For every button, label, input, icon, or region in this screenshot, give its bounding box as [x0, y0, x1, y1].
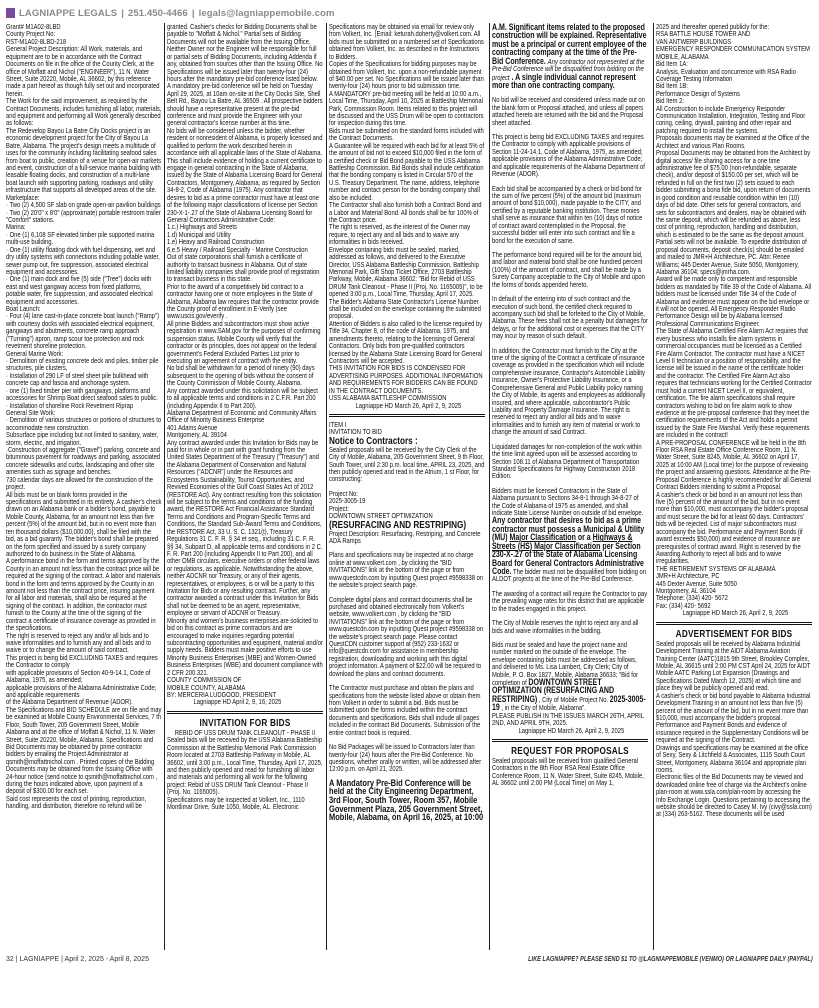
- header-separator: |: [191, 7, 195, 19]
- notice-paragraph: · one (1) fixed timber pier with gangways, platforms and accessories for Shrimp Boat direct seafood sales to public.: [6, 385, 158, 403]
- notice-paragraph: RST-M1A02-8LBD-218: [6, 36, 67, 46]
- notice-paragraph: All prime Bidders and subcontractors must show active registration in www.SAM.gov for the purposes of confirming suspension status. Mobile County will verify that the contractor or its principles, does not appear on the federal government's Federal Excluded Parties List prior to executing an agreement of contract with the entity.: [167, 318, 321, 365]
- notice-paragraph: A cashier's check or bid bond payable to Alabama Industrial Development Training in an amount not less than five (5) percent of the amount of the bid, but in no event more than $10,000, must accompany the bidder's proposal. Performance and Payment Bonds and evidence of insurance required in the Supplementary Conditions will be required at the signing of the Contract.: [656, 690, 811, 745]
- notice-paragraph: Sealed proposals will be received from qualified General Contractors in the 8th Floor RSA Real Estate Office Conference Room, 11 N. Water Street, Suite 8245, Mobile, AL 36602 until 2:00 PM (Local Time) on May 1,: [492, 756, 644, 788]
- notice-paragraph: [492, 641, 648, 712]
- notice-paragraph: This project is being bid EXCLUDING TAXES and requires the Contractor to comply: [6, 652, 158, 670]
- notice-paragraph: General Site Work:: [6, 407, 56, 417]
- notice-paragraph: JMR+H Architecture, PC: [656, 571, 720, 581]
- publication-line: Lagniappe HD March 26, April 2, 9, 2025: [355, 400, 462, 410]
- notice-paragraph: Sealed proposals will be received by the City Clerk of the City of Mobile, Alabama, 205 Government Street, 9 th Floor, South Tower, until 2:30 p.m. local time, APRIL 23, 2025, and then publicly opened and read in the Atrium, 1 st Floor, for constructing:: [329, 444, 485, 484]
- notice-paragraph: 730 calendar days are allowed for the construction of the project.: [6, 474, 153, 492]
- notice-paragraph: VAN ANTWERP BUILDINGS: [656, 36, 732, 46]
- notice-paragraph: RSA BATTLE HOUSE TOWER AND: [656, 29, 751, 39]
- publication-line: Lagniappe HD April 2, 9, 16, 2025: [193, 697, 282, 707]
- issue-dates: April 2, 2025 - April 8, 2025: [64, 956, 149, 963]
- notice-paragraph: The performance bond required will be for the amount bid, and labor and material bond shall be one hundred percent (100%) of the amount of contract, and shall be made by a Surety Company acceptable to the City of Mobile and upon the forms of bonds appended hereto.: [492, 249, 645, 289]
- notice-paragraph: Drawings and specifications may be examined at the office of Sexy, Sexy & Litchfield & Associates, 1115 South Court Street, Montgomery, Alabama 36104 and appropriate plan rooms.: [656, 742, 809, 774]
- notice-paragraph: General Project Description: All Work, materials, and equipment are to be in accordance with the Contract Documents on file in the office of the County Clerk, at the office of Moffatt and Nichol ("ENGINEER"), 11 N. Water Street, Suite 20220, Mobile, AL 36602, by this reference made a part hereof as though fully set out and incorporated herein.: [6, 44, 160, 98]
- column-3: [329, 23, 487, 950]
- notice-paragraph: Marina:: [6, 222, 26, 232]
- column-4: [492, 23, 650, 950]
- notice-paragraph: 6.e.5 Heavy / Railroad Specialty - Marine Construction: [167, 244, 308, 254]
- notice-paragraph: In default of the entering into of such contract and the execution of such bond, the certified check required to accompany such bid shall be forfeited to the City of Mobile, Alabama. These fees shall not be a penalty but damages for delays, or for the additional cost or expenses that the CITY may incur by reason of such default.: [492, 294, 648, 341]
- notice-paragraph: Said cost represents the cost of printing, reproduction, handling, and distribution, therefore no refund will be: [6, 793, 147, 811]
- notice-heading: INVITATION FOR BIDS: [199, 716, 291, 729]
- notice-paragraph: Bid Item 1B:: [656, 81, 688, 91]
- footer-promo: LIKE LAGNIAPPE? PLEASE SEND $1 TO @LAGNIAPPEMOBILE (VENMO) OR LAGNIAPPE DAILY (PAYPAL): [528, 956, 813, 963]
- notice-paragraph: A mandatory pre-bid conference will be held on Tuesday April 29, 2025, at 10am on-site at the City Docks Site, Shell Belt Rd., Bayou La Batre, AL 36509 . All prospective bidders should have a representative present at the pre-bid conference and must provide the Engineer with your general contractor's license number at this time.: [167, 81, 323, 128]
- notice-paragraph: Specifications may be inspected at Volkert, Inc., 1110 Montlimar Drive, Suite 1050, Mobile, AL. Electronic: [167, 794, 305, 812]
- text-run: A.M. Significant items related to the proposed construction will be explained. Representative must be a principal or current employee of the contracting company at the time of the Pre-Bid Conference.: [492, 23, 647, 66]
- notice-paragraph: Prior to the award of a competitively bid contract to a contractor having one or more employees in the State of Alabama, Alabama law requires that the contractor provide the County proof of enrollment in E-Verify (see www.uscis.gov/everify .: [167, 281, 319, 321]
- notice-paragraph: · Installation of shoreline Rock Revetment Riprap: [6, 400, 134, 410]
- column-2: [167, 23, 324, 950]
- notice-paragraph: Sealed proposals will be received by Alabama Industrial Development Training at the AIDT Alabama Aviation Training Center (AATC)1815 9th Street, Brookley Complex, Mobile, AL 36615 until 2:00 PM CST April 24, 2025 for AIDT Mobile AATC Parking Lot Expansion (Drawings and Specifications Dated March 12, 2025) at which time and place they will be publicly opened and read.: [656, 638, 811, 693]
- notice-paragraph: BY: MERCERIA LUDGOOD, PRESIDENT: [167, 689, 277, 699]
- notice-paragraph: Project:: [329, 503, 349, 513]
- notice-paragraph: The Specifications and BID SCHEDULE are on file and may be examined at Mobile County Environmental Services, 7 th Floor, South Tower, 205 Government Street, Mobile Alabama and at the office of Moffatt & Nichol, 11 N. Water Street, Suite 20220, Mobile, Alabama. Specifications and Bid Documents may be obtained by prime contractor bidders by emailing the Project Administrator at qsmith@moffattnichol.com . Printed copies of the Bidding Documents may be obtained from the Issuing Office with 24-hour notice (send notice to qsmith@moffattnichol.com , during the hours indicated above, upon payment of a deposit of $300.00 for each set.: [6, 704, 162, 796]
- notice-paragraph: [492, 23, 648, 89]
- notice-paragraph: Out of state corporations shall furnish a certificate of authority to transact business in Alabama. Out of state limited liability companies shall provide proof of registration to transact business in this state.: [167, 252, 320, 284]
- notice-paragraph: 1.d) Municipal and Utility: [167, 229, 231, 239]
- notice-paragraph: A MANDATORY pre-bid meeting will be held at 10:00 a.m., Local Time, Thursday, April 10, 2025 at Battleship Memorial Park, Commission Room. Items related to this project will be discussed and the USS Drum will be open to contractors for inspection during this time.: [329, 88, 484, 128]
- notice-paragraph: Envelope containing bids must be sealed, marked, addressed as follows, and delivered to the Executive Director, USS Alabama Battleship Commission, Battleship Memorial Park, Gift Shop Ticket Office, 2703 Battleship Parkway, Mobile, Alabama 36602: "Bid for Rebid of USS DRUM Tank Cleanout - Phase II (Proj. No. 1165005)", to be opened 3:00 p.m., Local Time, Thursday, April 17, 2025. The Bidder's Alabama State Contractor's License Number shall be included on the envelope containing the submitted proposal.: [329, 244, 483, 321]
- notice-paragraph: 2025-3005-19: [329, 496, 366, 506]
- notice-paragraph: No bids will be considered unless the bidder, whether resident or nonresident of Alabama, is properly licensed and qualified to perform the work described herein in accordance with all applicable laws of the State of Alabama. This shall include evidence of holding a current certificate to engage in general contracting in the State of Alabama, issued by the State of Alabama Licensing Board for General Contractors, Montgomery, Alabama, as required by Section 34-8-2, Code of Alabama (1975). Any contractor that desires to bid as a prime contractor must have at least one of the following major classifications of license per Section 230-X-1-.27 of the State of Alabama Licensing Board for General Contractors Administrative Code:: [167, 125, 323, 224]
- notice-divider: [329, 414, 485, 417]
- notice-divider: [492, 739, 648, 742]
- notice-paragraph: This project is being bid EXCLUDING TAXES and requires the Contractor to comply with applicable provisions of Section 11-24-14.1, Code of Alabama, 1975, as amended; applicable provisions of the Alabama Administrative Code; and applicable requirements of the Alabama Department of Revenue (ADOR).: [492, 132, 645, 179]
- notice-divider: [167, 711, 323, 714]
- notice-paragraph: 2025 and thereafter opened publicly for the:: [656, 23, 770, 31]
- notice-paragraph: COUNTY COMMISSION OF: [167, 675, 242, 685]
- notice-paragraph: The Work for the said improvement, as required by the Contract Documents, includes furnishing all labor, materials, and equipment and performing all Work generally described as follows:: [6, 96, 162, 128]
- header-separator: |: [121, 7, 124, 19]
- text-run: Major Classification: [509, 532, 576, 543]
- notice-heading: REQUEST FOR PROPOSALS: [511, 745, 629, 758]
- notice-paragraph: A cashier's check or bid bond in an amount not less than five (5) percent of the amount of the bid, but in no event more than $10,000, must accompany the bidder's proposal and must secure the bid for at least 60 days. Contractors' bids will be rejected. List of major subcontractors must accompany the bid. Performance and Payment Bonds (if award exceeds $50,000) and evidence of insurance are prerequisites of contract award. Right is reserved by the Awarding Authority to reject all bids and to waive irregularities.: [656, 489, 809, 566]
- column-1: [6, 23, 163, 950]
- text-run: Any contractor not represented at the Pre-Bid Conference will be disqualified from bidding on the project: [492, 56, 645, 82]
- notice-paragraph: Performance Design of Systems: [656, 88, 740, 98]
- notice-paragraph: EMERGENCY RESPONDER COMMUNICATION SYSTEM: [656, 44, 810, 54]
- notice-paragraph: County Project No:: [6, 29, 56, 39]
- notice-paragraph: The awarding of a contract will require the Contractor to pay the prevailing wage rates for this district that are applicable to the trades engaged in this project.: [492, 588, 648, 613]
- text-run: The bidder must not be disqualified from bidding on ALDOT projects at the time of the Pre-Bid Conference.: [492, 567, 647, 584]
- page-header: [6, 7, 335, 19]
- notice-paragraph: Complete digital plans and contract documents shall be purchased and obtained electronically from Volkert's website, www.volkert.com , by clicking the "BID INVITATIONS" link at the bottom of the page or from www.questcdn.com by inputting Quest project #9598338 on the website's project search page. Please contact QuestCDN customer support at (952) 233-1632 or info@questcdn.com for assistance in membership registration, downloading and working with this digital project information. A payment of $22.00 will be required to download the plans and contract documents.: [329, 594, 484, 678]
- column-divider: [489, 23, 490, 950]
- notice-paragraph: 1.e) Heavy and Railroad Construction: [167, 237, 265, 247]
- notice-paragraph: MOBILE, ALABAMA: [656, 51, 709, 61]
- notice-paragraph: Subsurface pipe including but not limited to sanitary, water, storm, electric, and irrigation.: [6, 430, 159, 447]
- notice-paragraph: of the Alabama Department of Revenue (ADOR).: [6, 697, 133, 707]
- notice-paragraph: Copies of the Specifications for bidding purposes may be obtained from Volkert, Inc. upon a non-refundable payment of $40.00 per set. No Specifications will be issued later than twenty-four (24) hours prior to bid submission time.: [329, 59, 484, 91]
- notice-paragraph: A Guarantee will be required with each bid for at least 5% of the amount of bid not to exceed $10,000 filed in the form of a certified check or Bid Bond payable to the USS Alabama Battleship Commission. Bid Bonds shall include certification that the bonding company is listed in Circular 570 of the U.S. Treasury Department. The name, address, telephone number and contact person for the bonding company shall also be included.: [329, 140, 485, 202]
- notice-paragraph: Liquidated damages for non-completion of the work within the time limit agreed upon will be assessed according to Section 108.11 of Alabama Department of Transportation Standard Specifications for Highway Construction 2018 Edition.: [492, 441, 642, 481]
- notice-paragraph: The Contractor must purchase and obtain the plans and specifications from the website listed above or obtain them from Volkert in order to submit a bid. Bids must be submitted upon the forms included within the contract documents and specifications. Bids shall include all pages included in the contract Bid Documents. Submission of the entire contract book is required.: [329, 683, 481, 737]
- brand-name: LAGNIAPPE LEGALS: [19, 7, 118, 19]
- text-run: Any contractor that desires to bid as a prime contractor must possess a Municipal & Utility (MU): [492, 515, 645, 543]
- notice-paragraph: Telephone: (334) 420- 5672: [656, 593, 728, 603]
- notice-paragraph: A performance bond in the form and terms approved by the County in an amount not less than the contract price will be required at the signing of the contract. A labor and materials bond in the form and terms approved by the County in an amount not less than the contract price, insuring payment for all labor and materials, shall also be required at the signing of the contract. In addition, the contractor must furnish to the County at the time of the signing of the contract a certificate of insurance coverage as provided in the specifications.: [6, 556, 161, 633]
- notice-paragraph: In addition, the Contractor must furnish to the City at the time of the signing of the Contract a certificate of insurance coverage as provided in the specification which will include comprehensive insurance, Contractor's Automobile Liability Insurance, Owner's Protective Liability Insurance, or a Comprehensive General and Public Liability policy naming the City of Mobile, its agents and employees as additionally insured, and where applicable, subcontractor's Public Liability and Property Damage Insurance. The right is reserved to reject any and/or all bids and to waive informalities and to furnish any item of material or work to change the amount of said Contract.: [492, 345, 646, 437]
- page-number: 32: [6, 956, 14, 963]
- notice-paragraph: Grant# M1A02-8LBD: [6, 23, 61, 31]
- notice-paragraph: THE RETIREMENT SYSTEMS OF ALABAMA: [656, 563, 776, 573]
- column-divider: [653, 23, 654, 950]
- notice-paragraph: The right is reserved, as the interest of the Owner may require, to reject any and all bids and to waive any informalities in bids received.: [329, 222, 471, 247]
- publication-line: Lagniappe HD March 26, April 2, 9, 2025: [682, 608, 789, 618]
- notice-paragraph: ITEM I: [329, 419, 347, 429]
- notice-paragraph: The right is reserved to reject any and/or all bids and to waive informalities and to furnish any and all bids and to waive or to change the amount of said contract.: [6, 630, 152, 655]
- notice-paragraph: Any contract awarded under this solicitation will be subject to all applicable terms and conditions in 2 C.F.R. Part 200 (including Appendix II to Part 200).: [167, 385, 318, 410]
- notice-heading: ADVERTISEMENT FOR BIDS: [675, 627, 793, 640]
- notice-paragraph: [492, 487, 648, 583]
- notice-paragraph: · Two (2) 20'0" x 8'0" (approximate) portable restroom trailer "Comfort" stations.: [6, 207, 161, 224]
- notice-paragraph: MOBILE COUNTY, ALABAMA: [167, 682, 246, 692]
- notice-paragraph: Alabama Department of Economic and Community Affairs: [167, 407, 317, 417]
- notice-paragraph: 1.c.) Highways and Streets: [167, 222, 237, 232]
- notice-paragraph: Office of Minority Business Enterprise: [167, 415, 265, 425]
- notice-paragraph: Bid Item 1A:: [656, 59, 688, 69]
- text-run: DOWNTOWN STREET OPTIMIZATION (RESURFACING AND RESTRIPING): [492, 677, 615, 704]
- notice-paragraph: · One (1) 6,108 SF elevated timber pile supported marina multi-use building.: [6, 229, 155, 247]
- notice-paragraph: INVITATION TO BID: [329, 427, 382, 437]
- notice-paragraph: granted. Cashier's checks for Bidding Documents shall be payable to "Moffatt & Nichol." Partial sets of Bidding Documents will not be available from the Issuing Office. Neither Owner nor the Engineer will be responsible for full or partial sets of Bidding Documents, including Addenda if any, obtained from sources other than the Issuing Office. No Specifications will be issued later than twenty-four (24) hours after the mandatory pre-bid conference listed below.: [167, 23, 323, 83]
- notice-paragraph: Any contract awarded under this Invitation for Bids may be paid for in whole or in part with grant funding from the United States Department of the Treasury ("Treasury") and the Alabama Department of Conservation and Natural Resources ("ADCNR") under the Resources and Ecosystems Sustainability, Tourist Opportunities, and Revived Economies of the Gulf Coast States Act of 2012 (RESTORE Act). Any contract resulting from this solicitation will be subject to the terms and conditions of the funding award, the RESTORE Act Financial Assistance Standard Terms and Conditions and Program-Specific Terms and Conditions, the Standard Sub-Award Terms and Conditions, the RESTORE Act, 33 U. S. C. 1321(t), Treasury Regulations 31 C. F. R. § 34 et seq., including 31 C. F. R. §§ 34, Subpart D, all applicable terms and conditions in 2 C. F. R. Part 200 (including Appendix II to Part 200), and all other OMB circulars, executive orders or other federal laws or regulations, as applicable. Notwithstanding the above, neither ADCNR nor Treasury, or any of their agents, representatives, or employees, is or will be a party to this Invitation for Bids or any resulting contract. Further, any contractor awarded a contract under this Invitation for Bids shall not be deemed to be an agent, representative, employee or servant of ADCNR or Treasury.: [167, 437, 323, 618]
- notice-paragraph: The State of Alabama Certified Fire Alarm Act requires that every business who installs fire alarm systems in commercial occupancies must be licensed as a Certified Fire Alarm Contractor. The contractor must have a NICET Level II technician or a position of responsibility, and the license will be issued in the name of the certificate holder and the contractor. The Certified Fire Alarm Act also requires that technicians working for the Certified Contractor must hold a current NICET Level II, or equivalent, certification. The fire alarm specifications shall require contractors wishing to bid on fire alarm work to show evidence at the pre-proposal conference that they meet the certification requirements of the Act and holds a permit issued by the State Fire Marshal. Verify these requirements are included in the contract!: [656, 326, 812, 440]
- notice-paragraph: THIS INVITATION FOR BIDS IS CONDENSED FOR ADVERTISING PURPOSES. ADDITIONAL INFORMATION AND REQUIREMENTS FOR BIDDERS CAN BE FOUND IN THE CONTRACT DOCUMENTS.: [329, 363, 483, 395]
- notice-paragraph: Project No:: [329, 488, 358, 498]
- notice-paragraph: Proposals documents may be examined at the Office of the Architect and various Plan Rooms.: [656, 133, 810, 150]
- notice-paragraph: · Demolition of various structures or portions of structures to accommodate new construction.: [6, 415, 162, 432]
- notice-paragraph: · Installation of 290 LF of steel sheet pile bulkhead with concrete cap and fascia and anchorage system.: [6, 370, 149, 388]
- notice-paragraph: The Redevelop Bayou La Batre City Docks project is an economic development project for the City of Bayou La Batre, Alabama. The project's design meets a multitude of uses for the community including facilitating seafood sales from boat to public, creation of a venue for open-air markets and event, construction of a full-service marina building with leasable floating docks, and construction of a multi-lane boat launch with supporting parking, roadways and utility infrastructure that supports all developed areas of the site.: [6, 125, 162, 195]
- notice-paragraph: Sealed bids will be received by the USS Alabama Battleship Commission at the Battleship Memorial Park Commission Room located at 2703 Battleship Parkway in Mobile, AL 36602, until 3:00 p.m., Local Time, Thursday, April 17, 2025, and then publicly opened and read for furnishing all labor and materials and performing all work for the following project: Rebid of USS DRUM Tank Cleanout - Phase II (Proj. No. 1165005).: [167, 735, 323, 797]
- notice-paragraph: · One (1) main dock and five (5) side ("Tree") docks with east and west gangway access from fixed platforms, potable water, fire suppression, and associated electrical equipment and accessories.: [6, 274, 153, 306]
- text-run: per Section 230-X-.27 of the State of Alabama Licensing Board for General Contractors Administrative Code.: [492, 540, 644, 576]
- column-divider: [164, 23, 165, 950]
- notice-paragraph: All Construction to include Emergency Responder Communication Installation, Integration, Testing and Floor coring, ceiling, drywall, painting and other repair and patching required to install the systems.: [656, 103, 806, 135]
- notice-paragraph: · Demolition of existing concrete deck and piles, timber pile structures, pile clusters,: [6, 355, 159, 373]
- notice-paragraph: 401 Adams Avenue: [167, 422, 218, 432]
- notice-subheading: REBID OF USS DRUM TANK CLEANOUT - PHASE II: [174, 727, 316, 737]
- publication-name: LAGNIAPPE: [19, 956, 60, 963]
- text-run: . A single individual cannot represent more than one contracting company.: [492, 71, 636, 90]
- notice-paragraph: Montgomery, AL 36104: [656, 586, 716, 596]
- notice-paragraph: Bids must be submitted on the standard forms included with the Contract Documents.: [329, 125, 484, 143]
- notice-paragraph: Analysis, Evaluation and concurrence with RSA Radio Coverage Testing Information: [656, 66, 796, 83]
- notice-paragraph: · Four (4) lane cast-in-place concrete boat launch ("Ramp") with courtesy docks with associated electrical equipment, gangways and abutments, concrete ramp approach ("Turning") apron, ramp scour toe protection and rock revetment shoreline protection.: [6, 311, 160, 351]
- notice-paragraph: ·Construction of aggregate ("Gravel") parking, concrete and bituminous pavement for roadways and parking, associated concrete sidewalks and curbs, landscaping and other site amenities such as signage and benches.: [6, 445, 161, 477]
- notice-paragraph: DOWNTOWN STREET OPTIMIZATION: [329, 511, 433, 521]
- notice-paragraph: · Two (2) 4,500 SF slab on grade open-air pavilion buildings: [6, 200, 161, 210]
- notice-paragraph: USS ALABAMA BATTLESHIP COMMISSION: [329, 393, 447, 403]
- notice-paragraph: No Bid Packages will be issued to Contractors later than twenty-four (24) hours after the Pre-Bid Conference. No questions, whether orally or written, will be addressed after 12:00 p.m. on April 21, 2025.: [329, 742, 482, 774]
- notice-paragraph: Proposal Documents may be obtained from the Architect by digital access/ file sharing access for a one time administrative fee of $75.00 (non-refundable, separate check), and/or deposit of $150.00 per set, which will be refunded in full on the first two (2) sets issued to each bidder submitting a bona fide bid, upon return of documents in good condition and reusable condition within ten (10) days of bid date. Other sets for general contractors, and sets for subcontractors and dealers, may be obtained with the same deposit, which will be refunded as above, less cost of printing, reproduction, handling and distribution, which is estimated to be the same as the deposit amount. Partial sets will not be available. To expedite distribution of proposal documents, deposit check(s) should be emailed and mailed to JMR+H Architecture, PC. Attn: Renee Williams; 445 Dexter Avenue, Suite 5050, Montgomery, Alabama 36104; specs@jmrha.com.: [656, 148, 811, 276]
- notice-paragraph: Minority and women's business enterprises are solicited to bid on this contract as prime contractors and are encouraged to make inquiries regarding potential subcontracting opportunities and equipment, material and/or supply needs. Bidders must make positive efforts to use Minority Business Enterprises (MBE) and Women-Owned Business Enterprises (WBE) and document compliance with 2 CFR 200.321.: [167, 615, 323, 677]
- publication-line: Lagniappe HD March 26, April 2, 9, 2025: [518, 725, 625, 735]
- notice-paragraph: PLEASE PUBLISH IN THE ISSUES MARCH 26TH, APRIL 2ND, AND APRIL 9TH, 2025.: [492, 710, 644, 728]
- notice-paragraph: · One (1) utility floating dock with fuel dispensing, wet and dry utility systems with connections including potable water, sewer pump out, fire suppression, associated electrical equipment and accessories.: [6, 244, 160, 276]
- notice-title: (RESURFACING AND RESTRIPING): [329, 518, 467, 531]
- notice-paragraph: applicable provisions of the Alabama Administrative Code; and applicable requirements: [6, 682, 157, 699]
- notice-paragraph: Attention of Bidders is also called to the license required by Title 34, Chapter 8, of the code of Alabama, 1975, and amendments thereto, relating to the licensing of General Contractors. Only bids from pre-qualified contractors licensed by the Alabama State Licensing Board for General Contractors will be accepted.: [329, 318, 483, 365]
- notice-paragraph: Each bid shall be accompanied by a check or bid bond for the sum of five percent (5%) of the amount bid (maximum amount of bond $10,000), made payable to the CITY, and certified by a reputable banking institution. These monies shall serve as insurance that within ten (10) days of notice of contract award contemplated in the Proposal, the successful bidder will enter into such contract and file a bond for the execution of same.: [492, 183, 643, 245]
- notice-paragraph: Award will be made only to competent and responsible bidders as mandated by Title 39 of the Code of Alabama. All bidders must be licensed under Title 34 of the Code of Alabama and evidence must appear on the bid envelope or it will not be opened. All Emergency Responder Radio Performance Design will be by Alabama licensed Professional Communications Engineer.: [656, 274, 812, 328]
- text-run: or a: [575, 532, 593, 543]
- notice-paragraph: Bid Item 2:: [656, 96, 684, 106]
- notice-paragraph: General Marine Work:: [6, 348, 64, 358]
- column-5: [656, 23, 813, 950]
- notice-paragraph: Project Description: Resurfacing, Restriping, and Concrete ADA Ramps: [329, 528, 481, 545]
- notice-paragraph: No bid shall be withdrawn for a period of ninety (90) days subsequent to the opening of bids without the consent of the County Commission of Mobile County, Alabama.: [167, 363, 315, 388]
- text-run: , in the City of Mobile, Alabama".: [499, 703, 586, 713]
- text-run: , City of Mobile Project No.: [537, 694, 610, 704]
- page-footer: [6, 956, 813, 966]
- notice-paragraph: Fax: (334) 420- 5692: [656, 600, 711, 610]
- notice-paragraph: Specifications may be obtained via email for review only from Volkert, Inc. (Email: keturah.doherty@volkert.com. All bids must be submitted on a numbered set of Specifications obtained from Volkert, Inc. as described in the Instructions to Bidders.: [329, 23, 484, 61]
- notice-paragraph: Montgomery, AL 39104: [167, 430, 227, 440]
- notice-paragraph: Electronic files of the Bid Documents may be viewed and downloaded online free of charge via the Architect's online plan-room at www.ssla.com/plan-room by accessing the Info Exchange Login. Questions pertaining to accessing the website should be directed to Casey M. Ivy (civy@ssla.com) at (334) 263-5162. These documents will be used: [656, 772, 812, 819]
- column-divider: [326, 23, 327, 950]
- footer-folio: 32 | LAGNIAPPE | April 2, 2025 - April 8, 2025: [6, 956, 149, 963]
- brand-square-icon: [6, 8, 15, 18]
- notice-emphasis: A Mandatory Pre-Bid Conference will be held at the City Engineering Department, 3rd Floor, South Tower, Room 357, Mobile Government Plaza, 205 Government Street, Mobile, Alabama, on April 16, 2025, at 10:00: [329, 777, 484, 824]
- notice-paragraph: The City of Mobile reserves the right to reject any and all bids and waive informalities in the bidding.: [492, 618, 639, 635]
- notice-title: Notice to Contractors :: [329, 434, 418, 447]
- text-run: Bids must be sealed and have the project name and number marked on the outside of the envelope. The envelope containing bids must be addressed as follows, and delivered to Ms. Lisa Lambert, City Clerk; City of Mobile, P. O. Box 1827, Mobile, Alabama 36633; "Bid for completion of: [492, 639, 639, 688]
- notice-paragraph: Marketplace:: [6, 192, 40, 202]
- notice-divider: [656, 622, 812, 625]
- header-email[interactable]: legals@lagniappemobile.com: [198, 7, 335, 19]
- notice-paragraph: 445 Dexter Avenue, Suite 5050: [656, 578, 737, 588]
- notice-paragraph: A PRE-PROPOSAL CONFERENCE will be held in the 8th Floor RSA Real Estate Office Conference Room, 11 N. Water Street, Suite 8245, Mobile, AL 36602 on April 17, 2025 at 10:00 AM (Local time) for the purpose of reviewing the project and answering questions. Attendance at the Pre-Proposal Conference is highly recommended for all General Contract Bidders intending to submit a Proposal.: [656, 437, 812, 492]
- notice-paragraph: Boat Launch:: [6, 304, 41, 314]
- notice-paragraph: Plans and specifications may be inspected at no charge online at www.volkert.com , by clicking the "BID INVITATIONS" link at the bottom of the page or from www.questcdn.com by inputting Quest project #9598338 on the website's project search page.: [329, 550, 484, 590]
- text-run: Bidders must be licensed Contractors in the State of Alabama pursuant to Sections 34-8-1 through 34-8-27 of the Code of Alabama of 1975 as amended, and shall indicate State License Number on outside of bid envelope.: [492, 485, 644, 518]
- text-run: Highways & Streets (HS) Major Classification: [492, 532, 633, 551]
- text-run: 2025-3005-19: [492, 693, 646, 713]
- notice-paragraph: No bid will be received and considered unless made out on the blank form or Proposal attached, and unless all papers attached hereto are returned with the bid and the Proposal sheet attached.: [492, 95, 645, 127]
- notice-paragraph: All bids must be on blank forms provided in the specifications and submitted in its entirety. A cashier's check drawn on an Alabama bank or a bidder's bond, payable to Mobile County, Alabama, for an amount not less than five percent (5%) of the amount bid, but in no event more than ten thousand dollars ($10,000.00), shall be filed with the bid, as a bid guaranty. The bidder's bond shall be prepared on the form specified and issued by a surety company authorized to do business in the State of Alabama.: [6, 489, 162, 558]
- header-phone: 251.450-4466: [127, 7, 188, 19]
- notice-paragraph: The Contractor shall also furnish both a Contract Bond and a Labor and Material Bond. All bonds shall be for 100% of the Contract price.: [329, 200, 482, 224]
- notice-paragraph: with applicable provisions of Section 40-9-14.1, Code of Alabama, 1975, as amended;: [6, 667, 151, 685]
